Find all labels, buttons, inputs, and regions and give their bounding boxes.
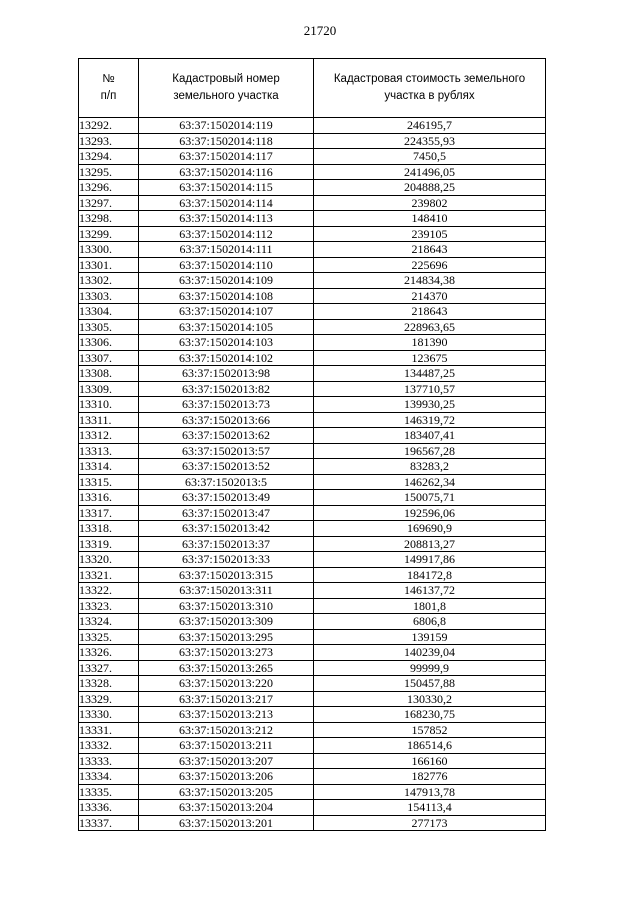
table-row xyxy=(79,769,546,785)
cadastral-value-cell: 140239,04 xyxy=(314,645,546,661)
row-number-cell: 13329. xyxy=(79,691,139,707)
cadastral-number-cell: 63:37:1502014:113 xyxy=(139,211,314,227)
cadastral-number-cell: 63:37:1502013:42 xyxy=(139,521,314,537)
cadastral-number-cell: 63:37:1502013:273 xyxy=(139,645,314,661)
cadastral-number-cell: 63:37:1502013:207 xyxy=(139,753,314,769)
cadastral-number-cell: 63:37:1502013:311 xyxy=(139,583,314,599)
cadastral-value-cell: 184172,8 xyxy=(314,567,546,583)
table-row xyxy=(79,583,546,599)
table-row xyxy=(79,412,546,428)
table-row xyxy=(79,350,546,366)
cadastral-number-cell: 63:37:1502013:82 xyxy=(139,381,314,397)
cadastral-value-cell: 208813,27 xyxy=(314,536,546,552)
row-number-cell: 13333. xyxy=(79,753,139,769)
cadastral-value-cell: 150075,71 xyxy=(314,490,546,506)
cadastral-number-cell: 63:37:1502013:309 xyxy=(139,614,314,630)
row-number-cell: 13297. xyxy=(79,195,139,211)
cadastral-value-cell: 7450,5 xyxy=(314,149,546,165)
cadastral-number-cell: 63:37:1502013:310 xyxy=(139,598,314,614)
table-row xyxy=(79,118,546,134)
table-row xyxy=(79,660,546,676)
row-number-cell: 13303. xyxy=(79,288,139,304)
cadastral-value-cell: 239105 xyxy=(314,226,546,242)
cadastral-value-cell: 225696 xyxy=(314,257,546,273)
cadastral-number-cell: 63:37:1502013:205 xyxy=(139,784,314,800)
cadastral-number-cell: 63:37:1502014:115 xyxy=(139,180,314,196)
cadastral-number-cell: 63:37:1502014:103 xyxy=(139,335,314,351)
cadastral-number-cell: 63:37:1502014:112 xyxy=(139,226,314,242)
table-row xyxy=(79,443,546,459)
table-row xyxy=(79,707,546,723)
table-row xyxy=(79,614,546,630)
cadastral-number-cell: 63:37:1502013:52 xyxy=(139,459,314,475)
cadastral-number-cell: 63:37:1502013:265 xyxy=(139,660,314,676)
row-number-cell: 13328. xyxy=(79,676,139,692)
cadastral-value-cell: 123675 xyxy=(314,350,546,366)
row-number-cell: 13310. xyxy=(79,397,139,413)
cadastral-number-cell: 63:37:1502013:204 xyxy=(139,800,314,816)
cadastral-number-cell: 63:37:1502014:118 xyxy=(139,133,314,149)
row-number-cell: 13324. xyxy=(79,614,139,630)
cadastral-value-cell: 130330,2 xyxy=(314,691,546,707)
cadastral-number-cell: 63:37:1502013:37 xyxy=(139,536,314,552)
cadastral-number-cell: 63:37:1502013:62 xyxy=(139,428,314,444)
row-number-cell: 13312. xyxy=(79,428,139,444)
header-row-number: № п/п xyxy=(79,59,139,118)
cadastral-value-cell: 246195,7 xyxy=(314,118,546,134)
row-number-cell: 13313. xyxy=(79,443,139,459)
cadastral-number-cell: 63:37:1502014:102 xyxy=(139,350,314,366)
cadastral-number-cell: 63:37:1502013:206 xyxy=(139,769,314,785)
table-row xyxy=(79,505,546,521)
row-number-cell: 13308. xyxy=(79,366,139,382)
cadastral-value-cell: 228963,65 xyxy=(314,319,546,335)
table-row xyxy=(79,521,546,537)
cadastral-value-cell: 224355,93 xyxy=(314,133,546,149)
table-row xyxy=(79,273,546,289)
row-number-cell: 13298. xyxy=(79,211,139,227)
cadastral-number-cell: 63:37:1502014:108 xyxy=(139,288,314,304)
table-row xyxy=(79,428,546,444)
cadastral-value-cell: 241496,05 xyxy=(314,164,546,180)
cadastral-value-cell: 182776 xyxy=(314,769,546,785)
cadastral-value-cell: 6806,8 xyxy=(314,614,546,630)
cadastral-number-cell: 63:37:1502013:49 xyxy=(139,490,314,506)
cadastral-value-cell: 137710,57 xyxy=(314,381,546,397)
row-number-cell: 13336. xyxy=(79,800,139,816)
cadastral-value-cell: 139930,25 xyxy=(314,397,546,413)
row-number-cell: 13314. xyxy=(79,459,139,475)
cadastral-value-cell: 218643 xyxy=(314,304,546,320)
cadastral-value-cell: 214370 xyxy=(314,288,546,304)
table-row xyxy=(79,319,546,335)
row-number-cell: 13311. xyxy=(79,412,139,428)
row-number-cell: 13321. xyxy=(79,567,139,583)
cadastral-number-cell: 63:37:1502014:117 xyxy=(139,149,314,165)
row-number-cell: 13334. xyxy=(79,769,139,785)
cadastral-value-cell: 146137,72 xyxy=(314,583,546,599)
table-row xyxy=(79,676,546,692)
row-number-cell: 13316. xyxy=(79,490,139,506)
cadastral-number-cell: 63:37:1502013:47 xyxy=(139,505,314,521)
table-row xyxy=(79,381,546,397)
table-row xyxy=(79,288,546,304)
cadastral-value-cell: 146319,72 xyxy=(314,412,546,428)
cadastral-number-cell: 63:37:1502014:105 xyxy=(139,319,314,335)
cadastral-value-cell: 169690,9 xyxy=(314,521,546,537)
table-row xyxy=(79,722,546,738)
row-number-cell: 13315. xyxy=(79,474,139,490)
row-number-cell: 13323. xyxy=(79,598,139,614)
cadastral-value-cell: 157852 xyxy=(314,722,546,738)
row-number-cell: 13326. xyxy=(79,645,139,661)
cadastral-number-cell: 63:37:1502014:119 xyxy=(139,118,314,134)
row-number-cell: 13325. xyxy=(79,629,139,645)
row-number-cell: 13331. xyxy=(79,722,139,738)
cadastral-value-cell: 134487,25 xyxy=(314,366,546,382)
table-row xyxy=(79,784,546,800)
row-number-cell: 13337. xyxy=(79,815,139,831)
row-number-cell: 13307. xyxy=(79,350,139,366)
row-number-cell: 13320. xyxy=(79,552,139,568)
cadastral-number-cell: 63:37:1502013:98 xyxy=(139,366,314,382)
cadastral-value-cell: 183407,41 xyxy=(314,428,546,444)
table-row xyxy=(79,691,546,707)
row-number-cell: 13292. xyxy=(79,118,139,134)
cadastral-number-cell: 63:37:1502013:73 xyxy=(139,397,314,413)
table-row xyxy=(79,567,546,583)
cadastral-value-cell: 192596,06 xyxy=(314,505,546,521)
cadastral-value-cell: 150457,88 xyxy=(314,676,546,692)
table-row xyxy=(79,304,546,320)
table-row xyxy=(79,164,546,180)
row-number-cell: 13306. xyxy=(79,335,139,351)
table-row xyxy=(79,800,546,816)
cadastral-number-cell: 63:37:1502014:107 xyxy=(139,304,314,320)
row-number-cell: 13305. xyxy=(79,319,139,335)
row-number-cell: 13330. xyxy=(79,707,139,723)
cadastral-value-table xyxy=(78,58,546,831)
cadastral-value-cell: 186514,6 xyxy=(314,738,546,754)
row-number-cell: 13294. xyxy=(79,149,139,165)
row-number-cell: 13319. xyxy=(79,536,139,552)
cadastral-number-cell: 63:37:1502013:295 xyxy=(139,629,314,645)
cadastral-value-cell: 83283,2 xyxy=(314,459,546,475)
cadastral-value-cell: 139159 xyxy=(314,629,546,645)
cadastral-value-cell: 147913,78 xyxy=(314,784,546,800)
cadastral-value-cell: 99999,9 xyxy=(314,660,546,676)
cadastral-number-cell: 63:37:1502013:5 xyxy=(139,474,314,490)
cadastral-number-cell: 63:37:1502013:201 xyxy=(139,815,314,831)
table-header-row xyxy=(79,59,546,118)
table-row xyxy=(79,738,546,754)
header-cadastral-number: Кадастровый номер земельного участка xyxy=(139,59,314,118)
table-row xyxy=(79,211,546,227)
cadastral-value-cell: 277173 xyxy=(314,815,546,831)
cadastral-value-cell: 148410 xyxy=(314,211,546,227)
table-row xyxy=(79,257,546,273)
cadastral-value-cell: 204888,25 xyxy=(314,180,546,196)
cadastral-value-cell: 214834,38 xyxy=(314,273,546,289)
row-number-cell: 13299. xyxy=(79,226,139,242)
table-body xyxy=(79,118,546,831)
table-row xyxy=(79,552,546,568)
row-number-cell: 13317. xyxy=(79,505,139,521)
table-row xyxy=(79,474,546,490)
row-number-cell: 13332. xyxy=(79,738,139,754)
table-row xyxy=(79,149,546,165)
cadastral-value-cell: 154113,4 xyxy=(314,800,546,816)
cadastral-value-cell: 181390 xyxy=(314,335,546,351)
row-number-cell: 13309. xyxy=(79,381,139,397)
cadastral-number-cell: 63:37:1502014:111 xyxy=(139,242,314,258)
cadastral-number-cell: 63:37:1502013:315 xyxy=(139,567,314,583)
cadastral-number-cell: 63:37:1502014:109 xyxy=(139,273,314,289)
cadastral-number-cell: 63:37:1502014:110 xyxy=(139,257,314,273)
table-row xyxy=(79,598,546,614)
table-row xyxy=(79,180,546,196)
cadastral-value-cell: 146262,34 xyxy=(314,474,546,490)
cadastral-value-cell: 218643 xyxy=(314,242,546,258)
cadastral-value-cell: 1801,8 xyxy=(314,598,546,614)
table-row xyxy=(79,536,546,552)
row-number-cell: 13293. xyxy=(79,133,139,149)
table-row xyxy=(79,490,546,506)
cadastral-number-cell: 63:37:1502013:220 xyxy=(139,676,314,692)
row-number-cell: 13302. xyxy=(79,273,139,289)
cadastral-number-cell: 63:37:1502014:114 xyxy=(139,195,314,211)
row-number-cell: 13322. xyxy=(79,583,139,599)
cadastral-number-cell: 63:37:1502013:213 xyxy=(139,707,314,723)
table-row xyxy=(79,459,546,475)
table-row xyxy=(79,629,546,645)
table-row xyxy=(79,226,546,242)
cadastral-number-cell: 63:37:1502013:57 xyxy=(139,443,314,459)
row-number-cell: 13301. xyxy=(79,257,139,273)
row-number-cell: 13304. xyxy=(79,304,139,320)
table-row xyxy=(79,753,546,769)
cadastral-number-cell: 63:37:1502013:66 xyxy=(139,412,314,428)
cadastral-number-cell: 63:37:1502013:217 xyxy=(139,691,314,707)
cadastral-value-cell: 239802 xyxy=(314,195,546,211)
row-number-cell: 13295. xyxy=(79,164,139,180)
row-number-cell: 13335. xyxy=(79,784,139,800)
cadastral-value-cell: 196567,28 xyxy=(314,443,546,459)
cadastral-number-cell: 63:37:1502013:211 xyxy=(139,738,314,754)
row-number-cell: 13296. xyxy=(79,180,139,196)
table-row xyxy=(79,195,546,211)
row-number-cell: 13318. xyxy=(79,521,139,537)
row-number-cell: 13300. xyxy=(79,242,139,258)
table-row xyxy=(79,335,546,351)
table-row xyxy=(79,397,546,413)
cadastral-number-cell: 63:37:1502013:33 xyxy=(139,552,314,568)
cadastral-value-cell: 149917,86 xyxy=(314,552,546,568)
table-row xyxy=(79,645,546,661)
cadastral-number-cell: 63:37:1502013:212 xyxy=(139,722,314,738)
cadastral-value-cell: 168230,75 xyxy=(314,707,546,723)
cadastral-value-cell: 166160 xyxy=(314,753,546,769)
row-number-cell: 13327. xyxy=(79,660,139,676)
table-row xyxy=(79,242,546,258)
header-cadastral-value: Кадастровая стоимость земельного участка в рублях xyxy=(314,59,546,118)
table-row xyxy=(79,366,546,382)
page-number: 21720 xyxy=(303,23,337,38)
table-row xyxy=(79,133,546,149)
cadastral-number-cell: 63:37:1502014:116 xyxy=(139,164,314,180)
table-row xyxy=(79,815,546,831)
